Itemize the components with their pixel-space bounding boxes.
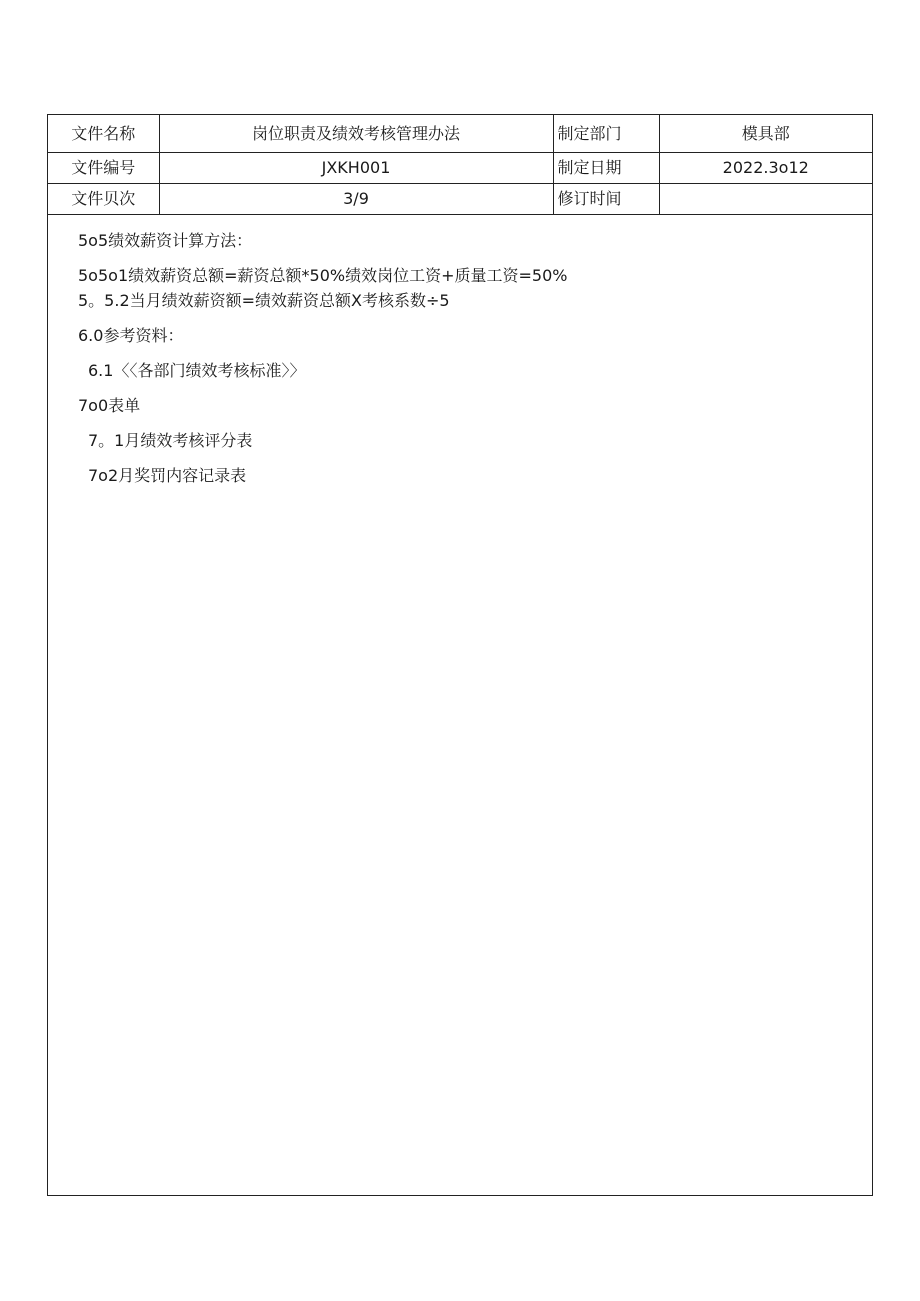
section-5-5-2-text: 5。5.2当月绩效薪资额=绩效薪资总额X考核系数÷5: [78, 291, 450, 310]
section-7-0-heading: 7o0表单: [78, 396, 141, 415]
file-page-label: 文件贝次: [48, 184, 159, 215]
header-row-file-page: [48, 184, 872, 215]
issue-date-label: 制定日期: [553, 153, 659, 184]
revision-time-label: 修订时间: [553, 184, 659, 215]
header-row-file-name: [48, 115, 872, 153]
revision-time-value: [659, 184, 872, 215]
file-number-label: 文件编号: [48, 153, 159, 184]
document-frame: [47, 114, 873, 1196]
section-5-5-heading: 5o5绩效薪资计算方法：: [78, 231, 253, 250]
issue-date-value: 2022.3o12: [659, 153, 872, 184]
file-name-value: 岗位职责及绩效考核管理办法: [159, 115, 553, 153]
file-name-label: 文件名称: [48, 115, 159, 153]
section-5-5-1-text: 5o5o1绩效薪资总额=薪资总额*50%绩效岗位工资+质量工资=50%: [78, 266, 568, 285]
section-7-2-text: 7o2月奖罚内容记录表: [88, 466, 247, 485]
section-7-1-text: 7。1月绩效考核评分表: [88, 431, 253, 450]
document-header-table: [48, 115, 872, 215]
header-row-file-number: [48, 153, 872, 184]
department-value: 模具部: [659, 115, 872, 153]
file-page-value: 3/9: [159, 184, 553, 215]
section-6-1-text: 6.1〈〈各部门绩效考核标准〉〉: [88, 361, 306, 380]
section-6-0-heading: 6.0参考资料：: [78, 326, 184, 345]
file-number-value: JXKH001: [159, 153, 553, 184]
department-label: 制定部门: [553, 115, 659, 153]
